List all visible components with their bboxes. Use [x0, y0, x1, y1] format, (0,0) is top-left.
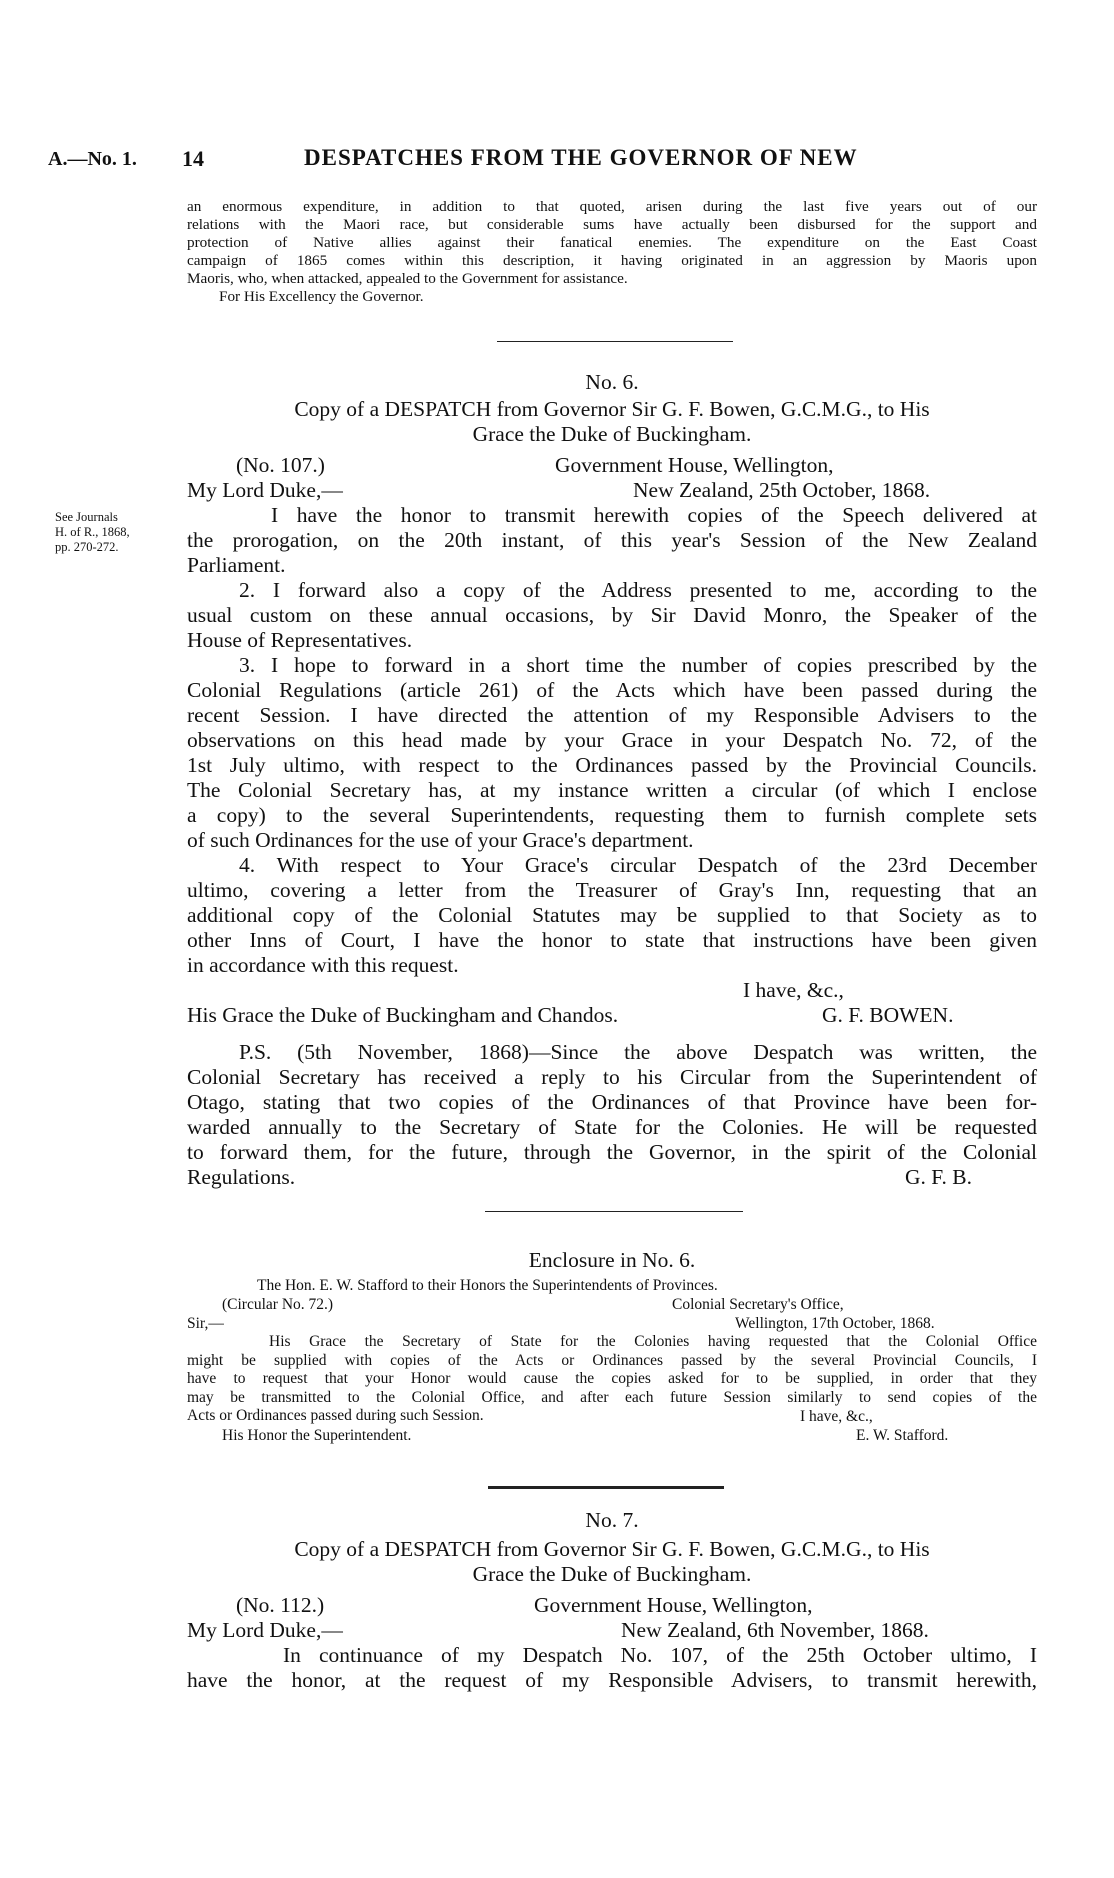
text-line: other Inns of Court, I have the honor to state that instructions have been given	[187, 928, 1037, 952]
despatch-heading-2	[187, 1562, 1037, 1587]
text-line: 4. With respect to Your Grace's circular Despatch of the 23rd December	[239, 853, 1037, 877]
heading-line: Copy of a DESPATCH from Governor Sir G. F. Bowen, G.C.M.G., to His	[294, 1537, 930, 1561]
divider	[485, 1211, 743, 1212]
text-line: P.S. (5th November, 1868)—Since the above Despatch was written, the	[239, 1040, 1037, 1064]
divider-thick	[488, 1486, 724, 1489]
address-line: Government House, Wellington,	[555, 453, 834, 477]
text-line: Acts or Ordinances passed during such Session.	[187, 1407, 484, 1424]
text-line: in accordance with this request.	[187, 953, 459, 977]
address-date: New Zealand, 6th November, 1868.	[621, 1618, 929, 1642]
page-number: 14	[182, 146, 204, 171]
text-line: House of Representatives.	[187, 628, 413, 652]
text-line: have the honor, at the request of my Responsible Advisers, to transmit herewith,	[187, 1668, 1037, 1692]
margin-note-line: pp. 270-272.	[55, 540, 119, 554]
text-line: a copy) to the several Superintendents, requesting them to furnish complete sets	[187, 803, 1037, 827]
enclosure-salutation: Sir,—	[187, 1315, 224, 1332]
enclosure-date: Wellington, 17th October, 1868.	[735, 1315, 935, 1332]
text-line: ultimo, covering a letter from the Treasurer of Gray's Inn, requesting that an	[187, 878, 1037, 902]
signoff: For His Excellency the Governor.	[219, 288, 424, 305]
divider	[497, 341, 733, 342]
signature: G. F. BOWEN.	[822, 1003, 954, 1027]
despatch-number: No. 7.	[585, 1508, 639, 1532]
text-line: His Grace the Secretary of State for the Colonies having requested that the Colonial Office	[269, 1333, 1037, 1350]
text-line: Colonial Secretary has received a reply to his Circular from the Superintendent of	[187, 1065, 1037, 1089]
margin-note-line: See Journals	[55, 510, 118, 524]
text-line: Colonial Regulations (article 261) of the Acts which have been passed during the	[187, 678, 1037, 702]
despatch-heading	[187, 1537, 1037, 1562]
text-line: recent Session. I have directed the attention of my Responsible Advisers to the	[187, 703, 1037, 727]
despatch-heading	[187, 397, 1037, 422]
text-line: I have the honor to transmit herewith copies of the Speech delivered at	[271, 503, 1037, 527]
text-line: Parliament.	[187, 553, 286, 577]
text-line: may be transmitted to the Colonial Office, and after each future Session similarly to send copies of the	[187, 1388, 1037, 1406]
text-line: additional copy of the Colonial Statutes may be supplied to that Society as to	[187, 903, 1037, 927]
text-line: 2. I forward also a copy of the Address presented to me, according to the	[239, 578, 1037, 602]
text-line: the prorogation, on the 20th instant, of this year's Session of the New Zealand	[187, 528, 1037, 552]
salutation: My Lord Duke,—	[187, 478, 343, 502]
text-line: In continuance of my Despatch No. 107, of the 25th October ultimo, I	[283, 1643, 1037, 1667]
text-line: warded annually to the Secretary of State for the Colonies. He will be requested	[187, 1115, 1037, 1139]
address-line: Government House, Wellington,	[534, 1593, 813, 1617]
salutation: My Lord Duke,—	[187, 1618, 343, 1642]
heading-line: Grace the Duke of Buckingham.	[472, 422, 752, 446]
text-line: to forward them, for the future, through the Governor, in the spirit of the Colonial	[187, 1140, 1037, 1164]
enclosure-body	[187, 1333, 1037, 1426]
text-line: observations on this head made by your Grace in your Despatch No. 72, of the	[187, 728, 1037, 752]
text-line: Otago, stating that two copies of the Ordinances of that Province have been for-	[187, 1090, 1037, 1114]
despatch-heading-2	[187, 422, 1037, 447]
text-line: relations with the Maori race, but considerable sums have actually been disbursed for the support and	[187, 216, 1037, 233]
enclosure-office: Colonial Secretary's Office,	[672, 1296, 844, 1313]
page-title: DESPATCHES FROM THE GOVERNOR OF NEW	[304, 145, 858, 170]
enclosure-signature: E. W. Stafford.	[856, 1427, 949, 1444]
address-date: New Zealand, 25th October, 1868.	[633, 478, 931, 502]
text-line: Maoris, who, when attacked, appealed to the Government for assistance.	[187, 270, 628, 287]
text-line: have to request that your Honor would cause the copies asked for to be supplied, in order that they	[187, 1370, 1037, 1387]
despatch-number: No. 6.	[585, 370, 639, 394]
closing: I have, &c.,	[743, 978, 844, 1002]
despatch-ref: (No. 112.)	[236, 1593, 325, 1617]
text-line: 3. I hope to forward in a short time the number of copies prescribed by the	[239, 653, 1037, 677]
despatch-body	[187, 503, 1037, 978]
enclosure-closing: I have, &c.,	[800, 1408, 873, 1425]
margin-note-line: H. of R., 1868,	[55, 525, 130, 539]
text-line: an enormous expenditure, in addition to that quoted, arisen during the last five years out of our	[187, 198, 1037, 215]
text-line: protection of Native allies against their fanatical enemies. The expenditure on the East Coast	[187, 234, 1037, 251]
enclosure-heading: Enclosure in No. 6.	[528, 1248, 696, 1272]
continuation-paragraph	[187, 198, 1037, 306]
enclosure-addressee: His Honor the Superintendent.	[222, 1427, 412, 1444]
enclosure-from-to: The Hon. E. W. Stafford to their Honors the Superintendents of Provinces.	[257, 1277, 718, 1294]
text-line: usual custom on these annual occasions, by Sir David Monro, the Speaker of the	[187, 603, 1037, 627]
heading-line: Copy of a DESPATCH from Governor Sir G. F. Bowen, G.C.M.G., to His	[294, 397, 930, 421]
text-line: campaign of 1865 comes within this description, it having originated in an aggression by Maoris upon	[187, 252, 1037, 269]
despatch-ref: (No. 107.)	[236, 453, 325, 477]
text-line: might be supplied with copies of the Acts or Ordinances passed by the several Provincial Councils, I	[187, 1351, 1037, 1369]
addressee: His Grace the Duke of Buckingham and Chandos.	[187, 1003, 619, 1027]
text-line: Regulations.	[187, 1165, 296, 1189]
series-label: A.—No. 1.	[48, 148, 137, 170]
margin-note	[55, 510, 130, 555]
enclosure-ref: (Circular No. 72.)	[222, 1296, 334, 1313]
despatch-body	[187, 1643, 1037, 1693]
ps-initials: G. F. B.	[905, 1165, 972, 1189]
text-line: 1st July ultimo, with respect to the Ordinances passed by the Provincial Councils.	[187, 753, 1037, 777]
text-line: The Colonial Secretary has, at my instance written a circular (of which I enclose	[187, 778, 1037, 802]
text-line: of such Ordinances for the use of your Grace's department.	[187, 828, 694, 852]
heading-line: Grace the Duke of Buckingham.	[472, 1562, 752, 1586]
